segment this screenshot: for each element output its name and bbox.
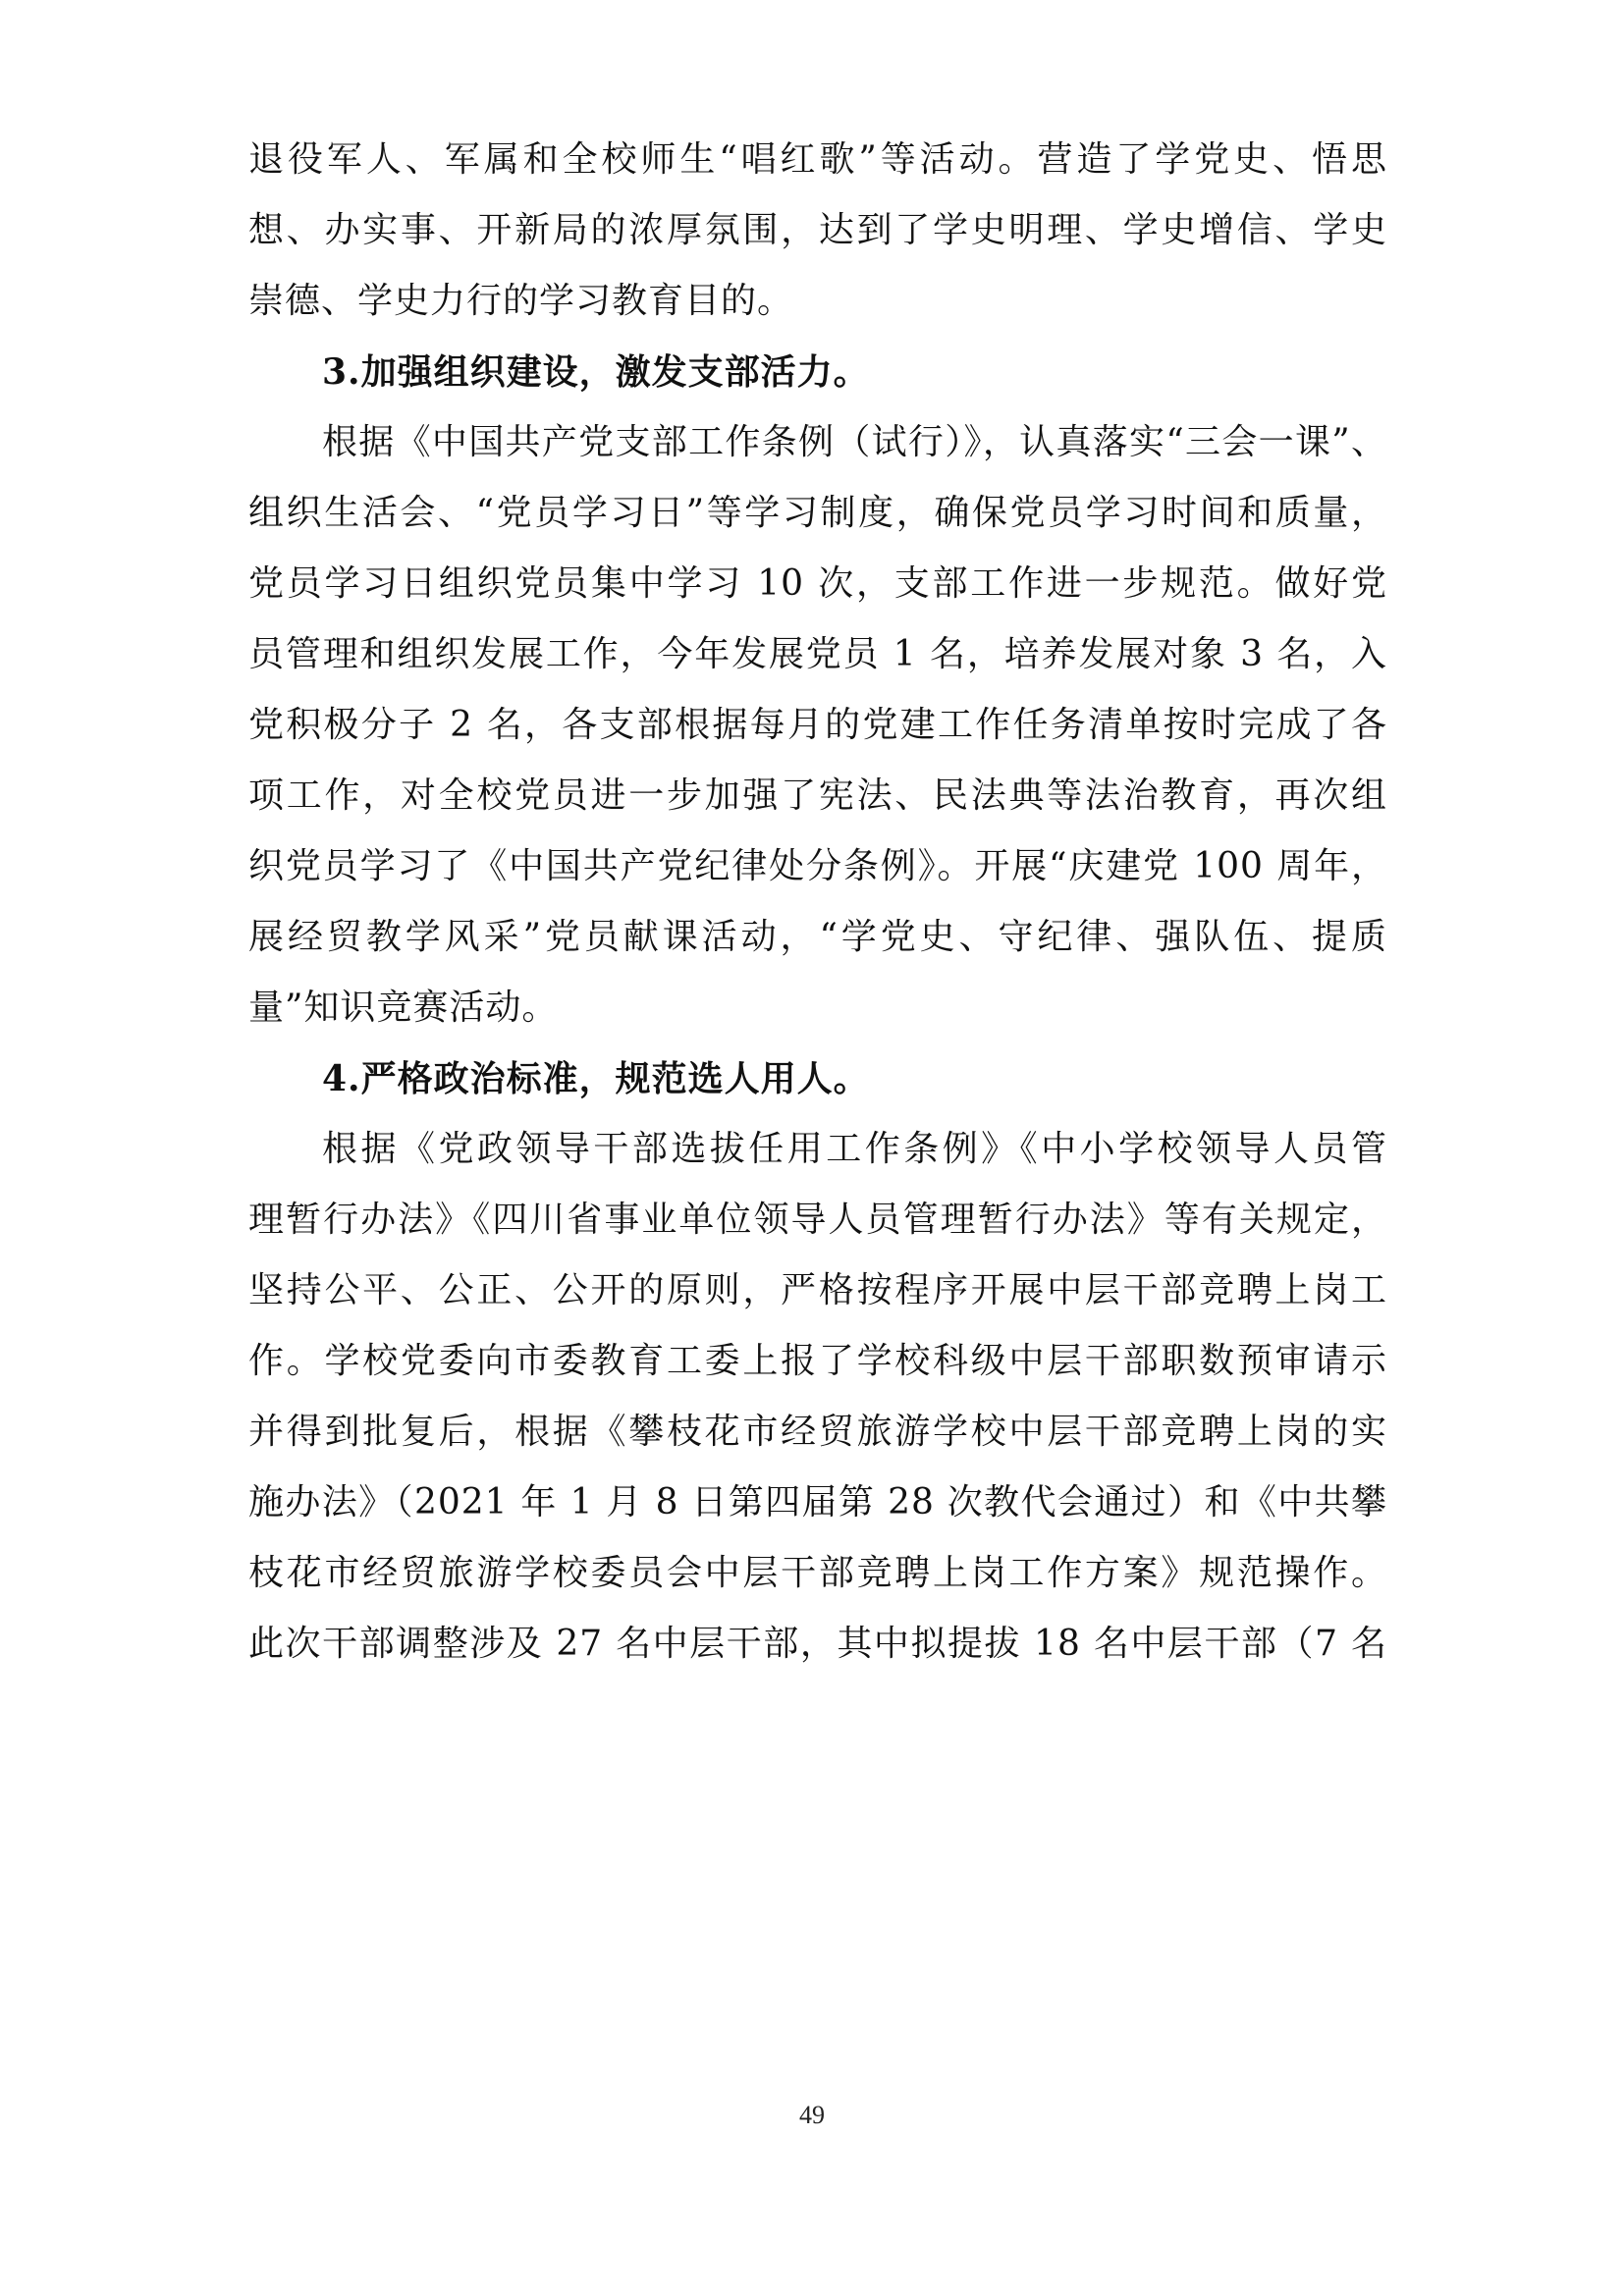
paragraph-line: 组织生活会、“党员学习日”等学习制度，确保党员学习时间和质量，	[248, 493, 1387, 533]
paragraph-line: 展经贸教学风采”党员献课活动，“学党史、守纪律、强队伍、提质	[248, 917, 1387, 957]
paragraph-line: 员管理和组织发展工作，今年发展党员 1 名，培养发展对象 3 名，入	[248, 634, 1387, 674]
paragraph-line: 织党员学习了《中国共产党纪律处分条例》。开展“庆建党 100 周年，	[248, 846, 1387, 886]
paragraph-line: 施办法》（2021 年 1 月 8 日第四届第 28 次教代会通过）和《中共攀	[248, 1482, 1387, 1522]
paragraph-line: 作。学校党委向市委教育工委上报了学校科级中层干部职数预审请示	[248, 1341, 1387, 1381]
paragraph-line: 坚持公平、公正、公开的原则，严格按程序开展中层干部竞聘上岗工	[248, 1270, 1387, 1310]
section-heading-4: 4.严格政治标准，规范选人用人。	[322, 1058, 870, 1099]
paragraph-line: 并得到批复后，根据《攀枝花市经贸旅游学校中层干部竞聘上岗的实	[248, 1412, 1387, 1452]
paragraph-line: 理暂行办法》《四川省事业单位领导人员管理暂行办法》等有关规定，	[248, 1200, 1387, 1240]
paragraph-line: 此次干部调整涉及 27 名中层干部，其中拟提拔 18 名中层干部（7 名	[248, 1624, 1387, 1664]
paragraph-line: 量”知识竞赛活动。	[248, 988, 559, 1028]
paragraph-line: 党员学习日组织党员集中学习 10 次，支部工作进一步规范。做好党	[248, 563, 1387, 604]
paragraph-line: 想、办实事、开新局的浓厚氛围，达到了学史明理、学史增信、学史	[248, 210, 1387, 250]
paragraph-line: 枝花市经贸旅游学校委员会中层干部竞聘上岗工作方案》规范操作。	[248, 1553, 1387, 1593]
paragraph-line: 崇德、学史力行的学习教育目的。	[248, 281, 794, 321]
paragraph-line: 根据《党政领导干部选拔任用工作条例》《中小学校领导人员管	[322, 1129, 1387, 1169]
section-heading-3: 3.加强组织建设，激发支部活力。	[322, 351, 870, 393]
paragraph-line: 退役军人、军属和全校师生“唱红歌”等活动。营造了学党史、悟思	[248, 139, 1387, 180]
paragraph-line: 项工作，对全校党员进一步加强了宪法、民法典等法治教育，再次组	[248, 775, 1387, 816]
paragraph-line: 党积极分子 2 名，各支部根据每月的党建工作任务清单按时完成了各	[248, 705, 1387, 745]
page-number: 49	[799, 2101, 825, 2129]
paragraph-line: 根据《中国共产党支部工作条例（试行）》，认真落实“三会一课”、	[322, 422, 1387, 462]
